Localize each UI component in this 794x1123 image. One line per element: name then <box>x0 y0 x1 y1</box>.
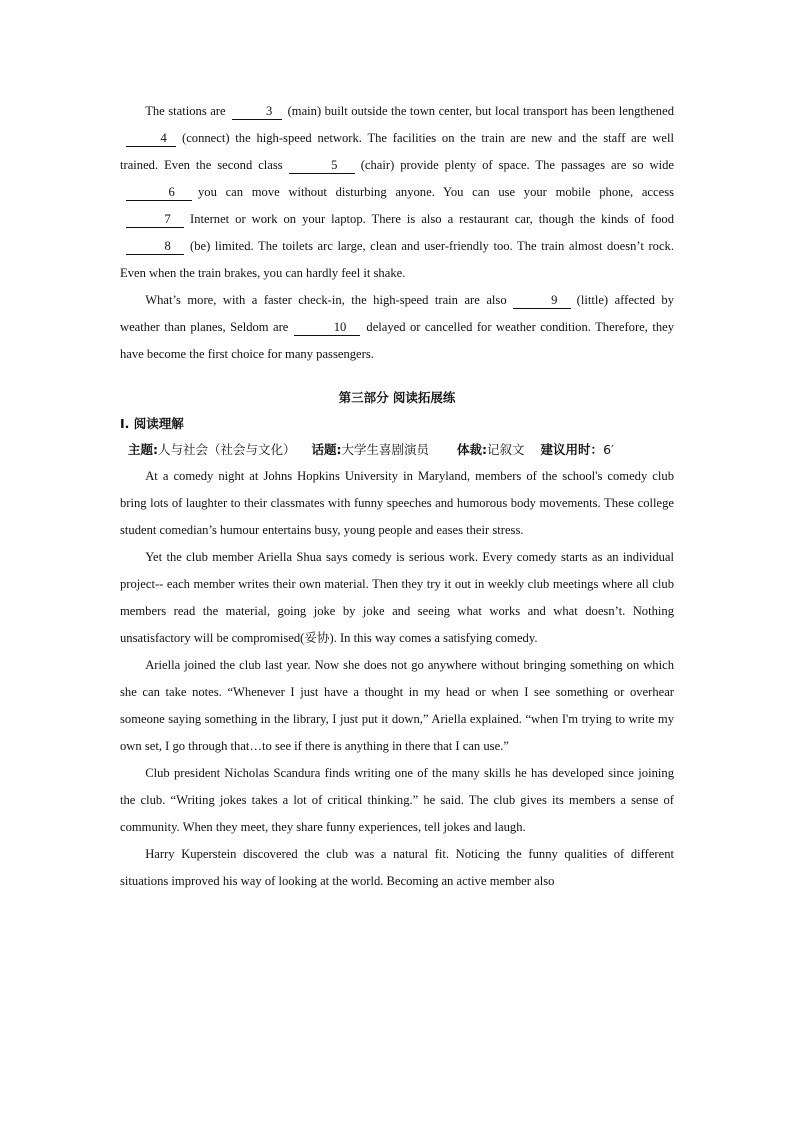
blank-4[interactable]: 4 <box>126 131 176 147</box>
blank-6[interactable]: 6 <box>126 185 192 201</box>
text: Internet or work on your laptop. There is also a restaurant car, though the kinds of food <box>190 212 674 226</box>
text: (main) built outside the town center, but local transport has been lengthened <box>287 104 674 118</box>
text: What’s more, with a faster check-in, the high-speed train are also <box>145 293 507 307</box>
text: (chair) provide plenty of space. The passages are so wide <box>360 158 674 172</box>
blank-5[interactable]: 5 <box>289 158 355 174</box>
text: (connect) the high-speed network. The facilities on the train are new and the staff are well trained. Even the second class <box>120 131 674 172</box>
blank-7[interactable]: 7 <box>126 212 184 228</box>
passage-paragraph-1: At a comedy night at Johns Hopkins University in Maryland, members of the school's comedy club bring lots of laughter to their classmates with funny speeches and humorous body movements. These college student comedian’s humour entertains busy, young people and eases their stress. <box>120 469 674 537</box>
time-label: 建议用时： <box>540 442 604 457</box>
passage-paragraph-5: Harry Kuperstein discovered the club was a natural fit. Noticing the funny qualities of different situations improved his way of looking at the world. Becoming an active member also <box>120 847 674 888</box>
passage-info <box>120 437 674 463</box>
passage-paragraph-3: Ariella joined the club last year. Now she does not go anywhere without bringing something on which she can take notes. “Whenever I just have a thought in my head or when I see something or overhear someone saying something in the library, I just put it down,” Ariella explained. “when I'm trying to write my own set, I go through that…to see if there is anything in there that I can use.” <box>120 658 674 753</box>
topic-label: 话题: <box>311 442 342 457</box>
blank-3[interactable]: 3 <box>232 104 282 120</box>
text: you can move without disturbing anyone. You can use your mobile phone, access <box>198 185 674 199</box>
genre-value: 记叙文 <box>487 442 525 457</box>
cloze-paragraph-1 <box>120 98 674 287</box>
text: The stations are <box>145 104 226 118</box>
blank-9[interactable]: 9 <box>513 293 571 309</box>
theme-value: 人与社会（社会与文化） <box>158 442 296 457</box>
text: (be) limited. The toilets arc large, clean and user-friendly too. The train almost doesn’t rock. Even when the train brakes, you can hardly feel it shake. <box>120 239 674 280</box>
reading-comprehension-heading: I. 阅读理解 <box>120 416 184 431</box>
blank-10[interactable]: 10 <box>294 320 360 336</box>
section-title: 第三部分 阅读拓展练 <box>338 390 456 405</box>
blank-8[interactable]: 8 <box>126 239 184 255</box>
passage-paragraph-2: Yet the club member Ariella Shua says comedy is serious work. Every comedy starts as an individual project-- each member writes their own material. Then they try it out in weekly club meetings where all club members read the material, going joke by joke and seeing what works and what doesn’t. Nothing unsatisfactory will be compromised(妥协). In this way comes a satisfying comedy. <box>120 550 674 645</box>
passage-paragraph-4: Club president Nicholas Scandura finds writing one of the many skills he has developed since joining the club. “Writing jokes takes a lot of critical thinking.” he said. The club gives its members a sense of community. When they meet, they share funny experiences, tell jokes and laugh. <box>120 766 674 834</box>
topic-value: 大学生喜剧演员 <box>341 442 430 457</box>
cloze-paragraph-2 <box>120 287 674 368</box>
time-value: 6′ <box>603 442 614 457</box>
document-page <box>120 98 674 895</box>
text: delayed or cancelled for weather condition. Therefore, they have become the first choice for many passengers. <box>120 320 674 361</box>
text: (little) affected by weather than planes, Seldom are <box>120 293 674 334</box>
genre-label: 体裁: <box>457 442 488 457</box>
theme-label: 主题: <box>128 442 158 457</box>
